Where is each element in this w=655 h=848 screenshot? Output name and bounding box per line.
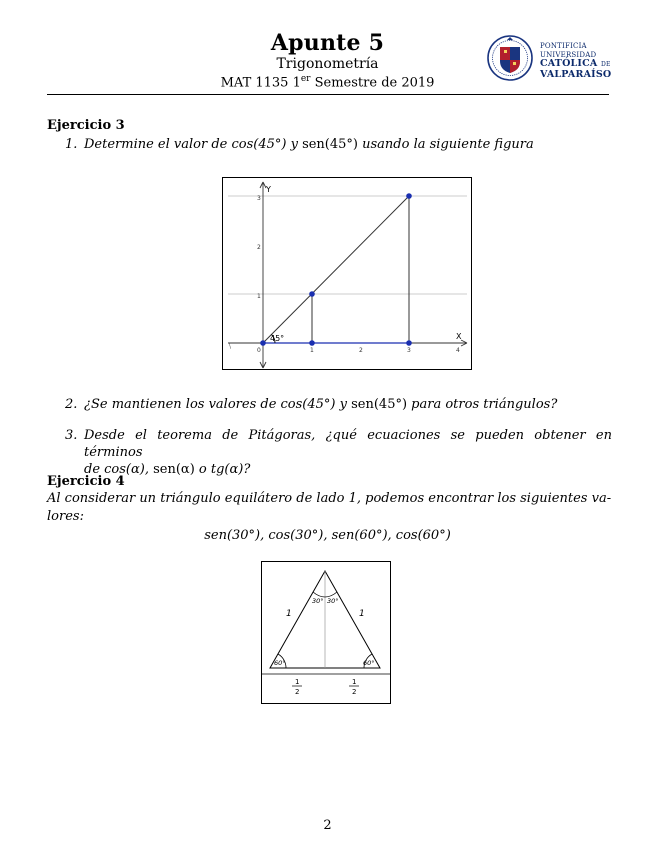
angle-label: 45° [270, 334, 285, 343]
trig-values-formula [0, 528, 655, 543]
point-3-3 [406, 193, 412, 199]
half-right-numerator: 1 [352, 678, 357, 686]
item-text-part: de cos(α), [84, 462, 154, 477]
hypotenuse [263, 196, 409, 343]
item-number: 2. [65, 397, 78, 412]
top-left-angle-label: 30° [312, 597, 324, 605]
point-1-1 [309, 291, 315, 297]
logo-line-4: VALPARAÍSO [540, 69, 612, 80]
point-1-0 [309, 340, 315, 346]
logo-line-2: UNIVERSIDAD [540, 50, 597, 59]
university-logo [486, 34, 610, 82]
equilateral-svg [262, 562, 390, 703]
item-number: 3. [65, 428, 78, 443]
top-right-angle-label: 30° [327, 597, 339, 605]
page-title: Apunte 5 [270, 30, 385, 56]
ej3-item-2 [65, 396, 612, 413]
point-3-0 [406, 340, 412, 346]
bottom-right-angle-label: 60° [363, 659, 375, 667]
half-right-denominator: 2 [352, 688, 357, 696]
ej3-item-3 [65, 427, 612, 477]
item-text-line-1: Desde el teorema de Pitágoras, ¿qué ecuaciones se pueden obtener en términos [84, 428, 612, 460]
ejercicio-4-intro [47, 490, 612, 526]
y-tick-1: 1 [257, 293, 261, 300]
logo-line-1: PONTIFICIA [540, 42, 587, 50]
item-text-part: sen(45°) [351, 397, 408, 412]
side-left-label: 1 [286, 609, 292, 619]
half-left-numerator: 1 [295, 678, 300, 686]
item-text [84, 136, 612, 153]
formula-text: sen(30°), cos(30°), sen(60°), cos(60°) [204, 528, 451, 543]
half-left-denominator: 2 [295, 688, 300, 696]
bottom-left-angle-label: 60° [274, 659, 286, 667]
x-tick-4: 4 [456, 347, 460, 354]
header-rule [47, 94, 609, 95]
x-tick-2: 2 [359, 347, 363, 354]
ej3-item-1 [65, 136, 612, 153]
page-number: 2 [323, 818, 332, 833]
x-axis-label: X [456, 332, 462, 341]
figure-45-svg [223, 178, 471, 369]
item-text-part: Determine el valor de cos(45°) y [84, 137, 303, 152]
figure-45-degree [222, 177, 472, 370]
logo-text [540, 42, 611, 80]
y-tick-3: 3 [257, 195, 261, 202]
logo-word-catolica: CATÓLICA [540, 58, 598, 69]
x-tick-3: 3 [407, 347, 411, 354]
figure-equilateral-triangle [261, 561, 391, 704]
point-origin [260, 340, 266, 346]
ejercicio-4-title: Ejercicio 4 [47, 474, 125, 489]
item-text-part: usando la siguiente figura [358, 137, 534, 152]
course-suffix: Semestre de 2019 [310, 75, 435, 91]
intro-line-2: lores: [47, 509, 84, 524]
item-text-part: o tg(α)? [194, 462, 251, 477]
course-superscript: er [300, 74, 311, 84]
item-text [84, 396, 612, 413]
intro-line-1: Al considerar un triángulo equilátero de lado 1, podemos encontrar los siguientes va- [47, 491, 612, 506]
item-text-part: ¿Se mantienen los valores de cos(45°) y [84, 397, 352, 412]
university-seal-icon [486, 34, 536, 82]
page-subtitle: Trigonometría [276, 56, 379, 72]
item-text-part: sen(α) [153, 462, 195, 477]
course-prefix: MAT 1135 1 [220, 75, 301, 91]
item-text-part: para otros triángulos? [407, 397, 558, 412]
item-number: 1. [65, 137, 78, 152]
item-text-part: sen(45°) [302, 137, 358, 152]
stray-mark: \ [229, 343, 232, 350]
ejercicio-3-title: Ejercicio 3 [47, 118, 125, 133]
x-tick-0: 0 [257, 347, 261, 354]
y-tick-2: 2 [257, 244, 261, 251]
y-axis-label: Y [266, 185, 271, 194]
item-text [84, 427, 612, 478]
logo-word-de: DE [600, 61, 611, 68]
side-right-label: 1 [359, 609, 365, 619]
x-tick-1: 1 [310, 347, 314, 354]
